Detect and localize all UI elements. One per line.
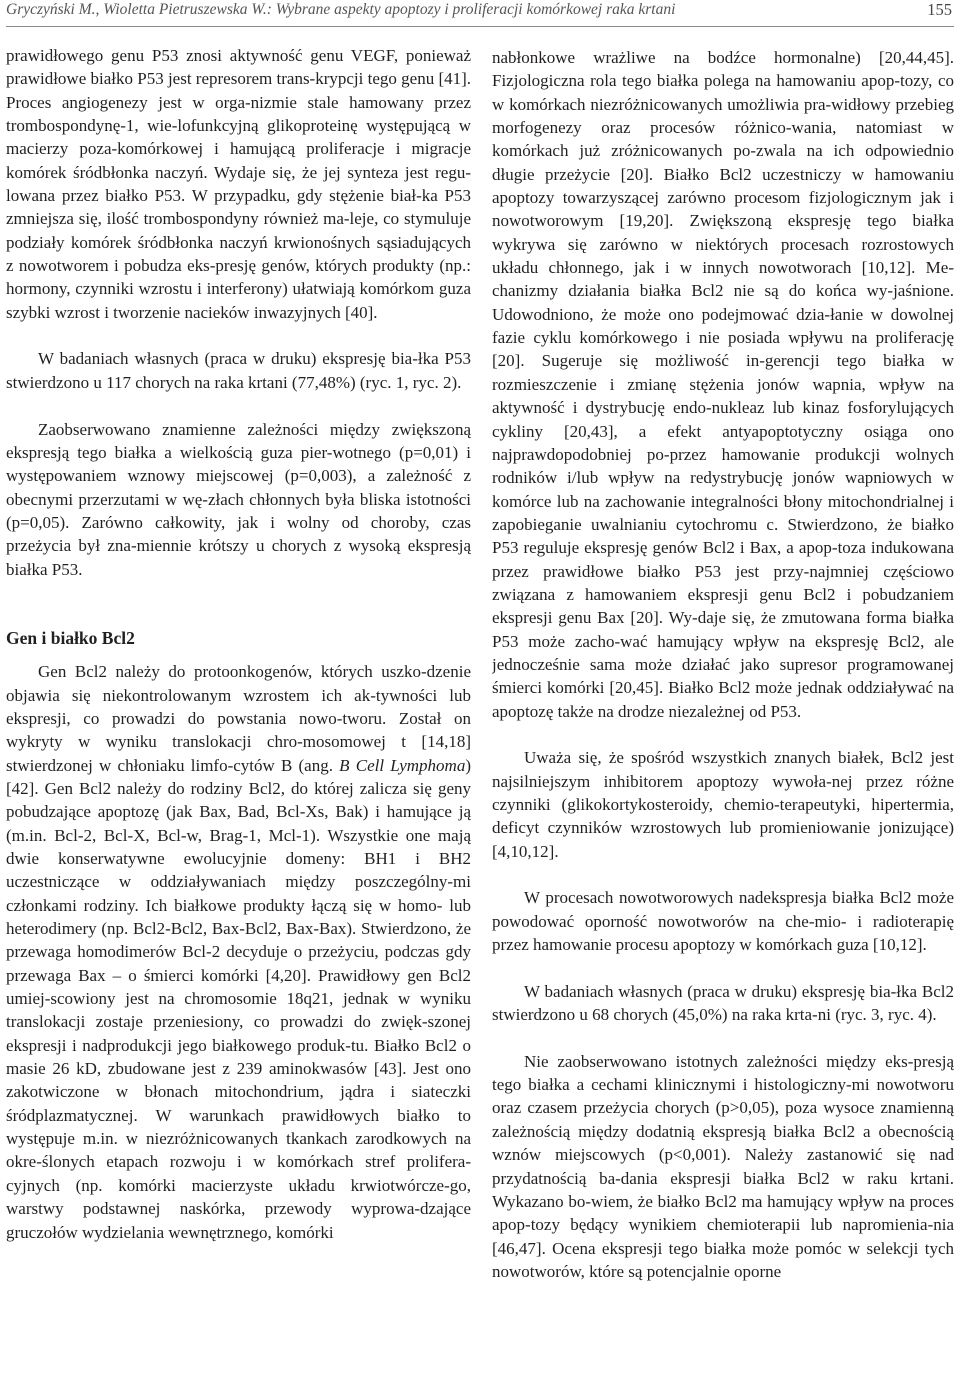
- right-paragraph-3: W procesach nowotworowych nadekspresja białka Bcl2 może powodować oporność nowotworów na che-mio- i radioterapię przez hamowanie procesu apoptozy w komórkach guza [10,12].: [492, 888, 954, 955]
- right-paragraph-5: Nie zaobserwowano istotnych zależności między eks-presją tego białka a cechami klinicznymi i histologiczny-mi nowotworu oraz czasem przeżycia chorych (p>0,05), poza wysoce znamienną zależnością między dodatnią ekspresją białka Bcl2 a obecnością wznów miejscowych (p<0,001). Należy zastanowić się nad przydatnością ba-dania ekspresji białka Bcl2 w raku krtani. Wykazano bo-wiem, że białko Bcl2 ma hamujący wpływ na proces apop-tozy będący wynikiem chemioterapii lub napromienia-nia [46,47]. Ocena ekspresji tego białka może pomóc w selekcji tych nowotworów, które są potencjalnie oporne: [492, 1051, 954, 1281]
- section-heading-bcl2: Gen i białko Bcl2: [6, 627, 135, 648]
- left-paragraph-3: Zaobserwowano znamienne zależności między zwiększoną ekspresją tego białka a wielkością guza pier-wotnego (p=0,01) i występowaniem wznowy miejscowej (p=0,003), a zależność z obecnymi przerzutami w wę-złach chłonnych była bliska istotności (p=0,05). Zarówno całkowity, jak i wolny od choroby, czas przeżycia był zna-miennie krótszy u chorych z wysoką ekspresją białka P53.: [6, 419, 471, 579]
- left-paragraph-2: W badaniach własnych (praca w druku) ekspresję bia-łka P53 stwierdzono u 117 chorych na raka krtani (77,48%) (ryc. 1, ryc. 2).: [6, 349, 471, 392]
- page-number: 155: [927, 0, 952, 19]
- left-paragraph-4-italic: B Cell Lymphoma: [339, 755, 466, 775]
- running-header: [6, 0, 954, 28]
- left-paragraph-4-part-a: Gen Bcl2 należy do protoonkogenów, których uszko-dzenie objawia się niekontrolowanym wzrostem ich ak-tywności lub ekspresji, co prowadzi do powstania nowo-tworu. Został on wykryty w wyniku translokacji chro-mosomowej t [14,18] stwierdzonej w chłoniaku limfo-cytów B (ang.: [6, 662, 471, 775]
- left-paragraph-4: [6, 660, 471, 1244]
- right-paragraph-1: nabłonkowe wrażliwe na bodźce hormonalne) [20,44,45]. Fizjologiczna rola tego białka polega na hamowaniu apop-tozy, co w komórkach niezróżnicowanych umożliwia pra-widłowy przebieg morfogenezy oraz procesów różnico-wania, natomiast w komórkach już zróżnicowanych po-zwala na ich odpowiednio długie przeżycie [20]. Białko Bcl2 uczestniczy w hamowaniu apoptozy towarzyszącej zarówno procesom fizjologicznym jak i nowotworowym [19,20]. Zwiększoną ekspresję tego białka wykrywa się zarówno w niektórych procesach rozrostowych układu chłonnego, jak i w innych nowotworach [10,12]. Me-chanizmy działania białka Bcl2 nie są do końca wy-jaśnione. Udowodniono, że może ono podejmować dzia-łanie w dowolnej fazie cyklu komórkowego i nie posiada wpływu na proliferację [20]. Sugeruje się możliwość in-gerencji tego białka w rozmieszczenie i zmianę stężenia jonów wapnia, wpływ na aktywność i dystrybucję endo-nukleaz lub kinaz fosforylujących cykliny [20,43], a efekt antyapoptotyczny osiąga ono najprawdopodobniej po-przez hamowanie produkcji wolnych rodników i/lub wpływ na redystrybucję jonów wapniowych w komórce lub na zachowanie integralności błony mitochondrialnej i zapobieganie uwalnianiu cytochromu c. Stwierdzono, że białko P53 reguluje ekspresję genów Bcl2 i Bax, a apop-toza indukowana przez prawidłowe białko P53 jest przy-najmniej częściowo związana z hamowaniem ekspresji genu Bcl2 i pobudzaniem ekspresji genu Bax [20]. Wy-daje się, że zmutowana forma białka P53 może zacho-wać hamujący wpływ na ekspresję Bcl2, ale jednocześnie sama może działać jako supresor programowanej śmierci komórki [20,45]. Białko Bcl2 może jednak oddziaływać na apoptozę także na drodze niezależnej od P53.: [492, 48, 954, 721]
- right-paragraph-2: Uważa się, że spośród wszystkich znanych białek, Bcl2 jest najsilniejszym inhibitorem apoptozy wywoła-nej przez różne czynniki (glikokortykosteroidy, chemio-terapeutyki, hipertermia, deficyt czynników wzrostowych lub promieniowanie jonizujące) [4,10,12].: [492, 748, 954, 861]
- right-paragraph-4: W badaniach własnych (praca w druku) ekspresję bia-łka Bcl2 stwierdzono u 68 chorych (45,0%) na raka krta-ni (ryc. 3, ryc. 4).: [492, 981, 954, 1025]
- left-column: [6, 44, 471, 1384]
- left-paragraph-1: prawidłowego genu P53 znosi aktywność genu VEGF, ponieważ prawidłowe białko P53 jest represorem trans-krypcji tego genu [41]. Proces angiogenezy jest w orga-nizmie stale hamowany przez trombospondynę-1, wie-lofunkcyjną glikoproteinę występującą w macierzy poza-komórkowej i hamującą proliferacje i migracje komórek śródbłonka naczyń. Wydaje się, że jej synteza jest regu-lowana przez białko P53. W przypadku, gdy stężenie biał-ka P53 zmniejsza się, ilość trombospondyny również ma-leje, co stymuluje podziały komórek śródbłonka naczyń krwionośnych sąsiadujących z nowotworem i pobudza eks-presję genów, których produkty (np.: hormony, czynniki wzrostu i interferony) ułatwiają komórkom guza szybki wzrost i tworzenie nacieków inwazyjnych [40].: [6, 46, 471, 322]
- header-rule: [6, 26, 954, 27]
- right-column: [492, 46, 954, 1384]
- left-paragraph-4-part-b: ) [42]. Gen Bcl2 należy do rodziny Bcl2, do której zalicza się geny pobudzające apoptozę (jak Bax, Bad, Bcl-Xs, Bak) i hamujące ją (m.in. Bcl-2, Bcl-X, Bcl-w, Brag-1, Mcl-1). Wszystkie one mają dwie konserwatywne ewolucyjnie domeny: BH1 i BH2 uczestniczące w oddziaływaniach między poszczególny-mi członkami rodziny. Ich białkowe produkty łączą się w homo- lub heterodimery (np. Bcl2-Bcl2, Bax-Bcl2, Bax-Bax). Stwierdzono, że przewaga homodimerów Bcl-2 decyduje o przeżyciu, podczas gdy przewaga Bax – o śmierci komórki [4,20]. Prawidłowy gen Bcl2 umiej-scowiony jest na chromosomie 18q21, jednak w wyniku translokacji zostaje przeniesiony, co prowadzi do zwięk-szonej ekspresji i nadprodukcji jego białkowego produk-tu. Białko Bcl2 o masie 26 kD, zbudowane jest z 239 aminokwasów [43]. Jest ono zakotwiczone w błonach mitochondrium, jądra i siateczki śródplazmatycznej. W warunkach prawidłowych białko to występuje m.in. w niezróżnicowanych tkankach zarodkowych na okre-ślonych etapach rozwoju i w komórkach stref prolifera-cyjnych (np. komórki macierzyste układu krwiotwórcze-go, warstwy podstawnej naskórka, przewody wyprowa-dzające gruczołów wydzielania wewnętrznego, komórki: [6, 755, 471, 1242]
- running-title: Gryczyński M., Wioletta Pietruszewska W.: Wybrane aspekty apoptozy i proliferacji komórkowej raka krtani: [6, 1, 676, 18]
